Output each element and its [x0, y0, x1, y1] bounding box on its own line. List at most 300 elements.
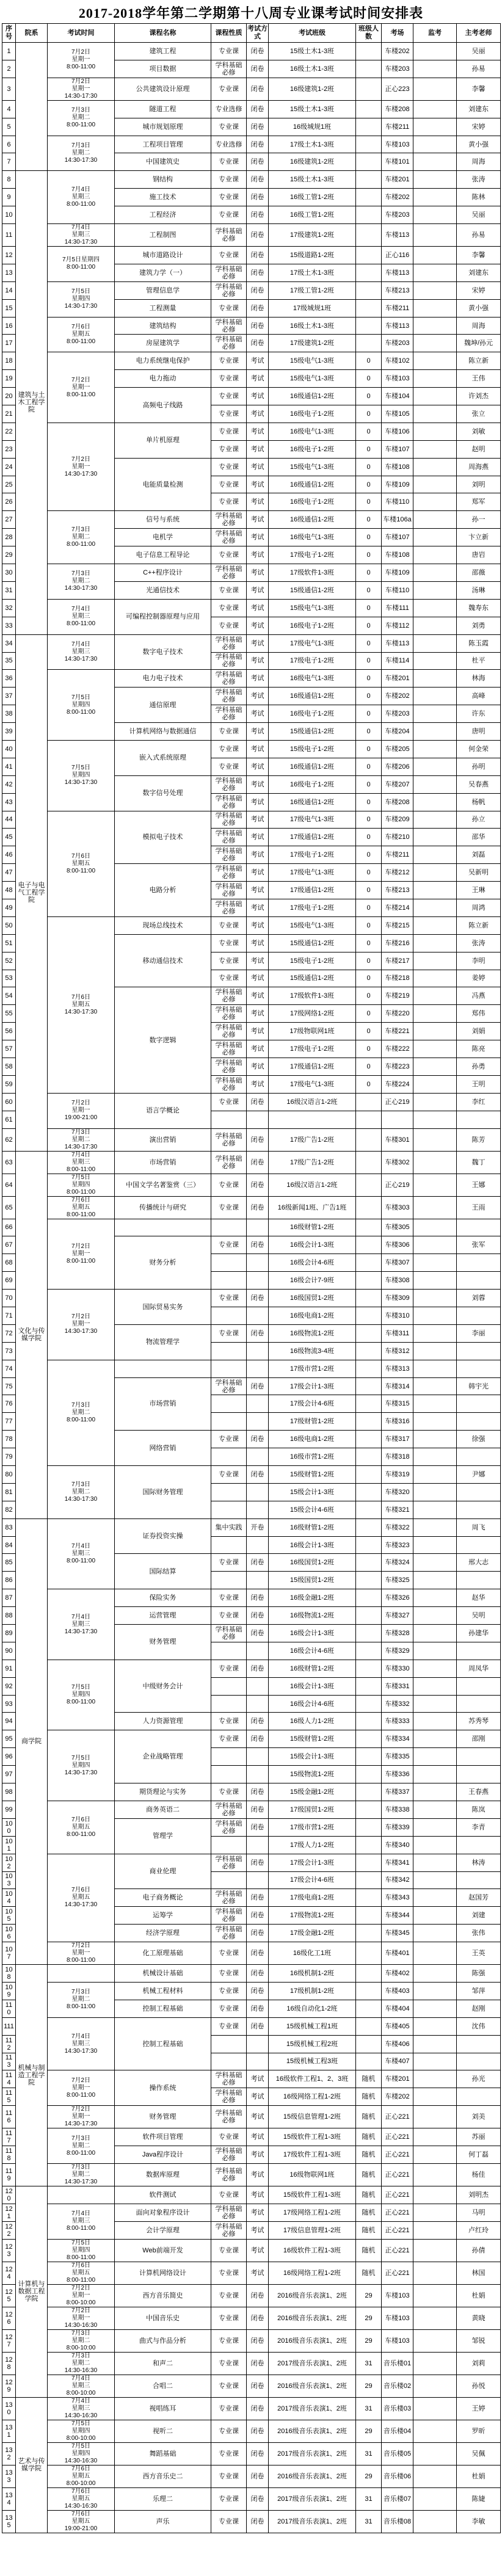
proctor-cell	[413, 1730, 457, 1748]
course-cell: 电力系统继电保护	[115, 352, 211, 370]
course-type-cell: 学科基础必修	[211, 1005, 247, 1023]
row-index: 46	[2, 846, 16, 864]
course-type-cell: 专业课	[211, 599, 247, 617]
row-index: 88	[2, 1607, 16, 1625]
examiner-cell: 魏丁	[457, 1151, 501, 1174]
proctor-cell	[413, 1448, 457, 1466]
examiner-cell	[457, 1871, 501, 1889]
course-type-cell: 学科基础必修	[211, 1058, 247, 1075]
course-type-cell: 专业课	[211, 1783, 247, 1801]
count-cell: 0	[356, 493, 382, 511]
room-cell: 车楼402	[382, 1965, 413, 1983]
count-cell: 随机	[356, 2186, 382, 2204]
col-header-proctor: 监考	[413, 24, 457, 43]
count-cell	[356, 1128, 382, 1151]
proctor-cell	[413, 476, 457, 493]
count-cell: 31	[356, 2442, 382, 2465]
room-cell: 车楼217	[382, 952, 413, 970]
row-index: 69	[2, 1272, 16, 1290]
course-type-cell: 专业课	[211, 352, 247, 370]
proctor-cell	[413, 952, 457, 970]
course-type-cell	[211, 1254, 247, 1272]
examiner-cell: 许东	[457, 705, 501, 723]
count-cell	[356, 1431, 382, 1448]
count-cell: 随机	[356, 2128, 382, 2146]
table-row	[2, 1360, 501, 1377]
proctor-cell	[413, 1342, 457, 1360]
course-cell: 隧道工程	[115, 100, 211, 118]
table-row	[2, 2204, 501, 2221]
count-cell: 29	[356, 2307, 382, 2329]
time-cell: 7月2日 星期一 8:00-10:00	[48, 2284, 115, 2307]
room-cell: 车楼302	[382, 1151, 413, 1174]
exam-method-cell: 闭卷	[247, 2442, 269, 2465]
exam-method-cell	[247, 1748, 269, 1766]
examiner-cell: 尹娜	[457, 1466, 501, 1484]
exam-method-cell	[247, 1483, 269, 1501]
row-index: 16	[2, 317, 16, 335]
course-cell: 工程经济	[115, 206, 211, 224]
count-cell	[356, 1695, 382, 1713]
table-row	[2, 599, 501, 617]
table-row	[2, 1589, 501, 1607]
exam-method-cell: 闭卷	[247, 1151, 269, 1174]
time-cell: 7月3日 星期二 14:30-17:30	[48, 2163, 115, 2186]
proctor-cell	[413, 388, 457, 405]
row-index: 26	[2, 493, 16, 511]
time-cell: 7月6日 星期五 8:00-11:00	[48, 1196, 115, 1219]
course-type-cell: 学科基础必修	[211, 793, 247, 811]
row-index: 90	[2, 1642, 16, 1660]
course-type-cell	[211, 1572, 247, 1589]
course-type-cell: 学科基础必修	[211, 864, 247, 882]
proctor-cell	[413, 118, 457, 136]
examiner-cell	[457, 1836, 501, 1854]
room-cell: 车楼104	[382, 388, 413, 405]
room-cell: 车楼101	[382, 153, 413, 171]
proctor-cell	[413, 1572, 457, 1589]
row-index: 22	[2, 423, 16, 440]
count-cell: 0	[356, 775, 382, 793]
proctor-cell	[413, 1836, 457, 1854]
count-cell	[356, 317, 382, 335]
proctor-cell	[413, 1536, 457, 1554]
col-header-examiner: 主考老师	[457, 24, 501, 43]
examiner-cell: 刘明杰	[457, 2186, 501, 2204]
class-cell: 16级城规1班	[269, 118, 356, 136]
row-index: 130	[2, 2397, 16, 2420]
course-type-cell: 学科基础必修	[211, 1625, 247, 1642]
row-index: 60	[2, 1093, 16, 1111]
examiner-cell: 王琳	[457, 882, 501, 899]
course-type-cell: 专业课	[211, 2397, 247, 2420]
examiner-cell	[457, 1677, 501, 1695]
count-cell	[356, 2000, 382, 2017]
examiner-cell: 宋婷	[457, 118, 501, 136]
count-cell	[356, 1307, 382, 1325]
row-index: 14	[2, 281, 16, 299]
exam-method-cell: 考试	[247, 758, 269, 775]
examiner-cell: 李明	[457, 952, 501, 970]
course-type-cell: 专业课	[211, 740, 247, 758]
course-cell: 物流管理学	[115, 1324, 211, 1360]
course-type-cell: 专业课	[211, 758, 247, 775]
class-cell: 17级建筑1-2班	[269, 335, 356, 352]
examiner-cell: 许刘杰	[457, 388, 501, 405]
table-row	[2, 2352, 501, 2375]
course-type-cell: 专业课	[211, 1730, 247, 1748]
count-cell	[356, 43, 382, 60]
examiner-cell: 孙倩	[457, 2239, 501, 2262]
count-cell	[356, 1554, 382, 1572]
proctor-cell	[413, 1483, 457, 1501]
examiner-cell: 周海	[457, 153, 501, 171]
count-cell: 0	[356, 511, 382, 529]
class-cell: 17级物联网1班	[269, 1023, 356, 1040]
proctor-cell	[413, 2204, 457, 2221]
course-cell: C++程序设计	[115, 564, 211, 582]
count-cell	[356, 1196, 382, 1219]
count-cell: 0	[356, 352, 382, 370]
course-type-cell	[211, 1483, 247, 1501]
examiner-cell	[457, 1501, 501, 1518]
examiner-cell: 陈玉霞	[457, 634, 501, 652]
room-cell: 车楼206	[382, 758, 413, 775]
course-type-cell: 专业课	[211, 546, 247, 564]
time-cell: 7月2日 星期一 8:00-11:00	[48, 352, 115, 423]
room-cell: 车楼331	[382, 1677, 413, 1695]
course-type-cell: 学科基础必修	[211, 224, 247, 247]
count-cell	[356, 206, 382, 224]
class-cell: 16级人力1-2班	[269, 1713, 356, 1730]
room-cell: 车楼106	[382, 423, 413, 440]
proctor-cell	[413, 1075, 457, 1093]
count-cell	[356, 281, 382, 299]
class-cell: 15级通信1-2班	[269, 970, 356, 987]
table-row	[2, 1290, 501, 1307]
count-cell	[356, 1219, 382, 1236]
row-index: 44	[2, 811, 16, 829]
examiner-cell: 黄小强	[457, 136, 501, 153]
course-cell: 控制工程基础	[115, 2017, 211, 2070]
course-cell: 中级财务会计	[115, 1660, 211, 1713]
class-cell: 16级工管1-2班	[269, 206, 356, 224]
row-index: 124	[2, 2262, 16, 2284]
exam-method-cell: 闭卷	[247, 1290, 269, 1307]
course-type-cell: 专业课	[211, 2239, 247, 2262]
row-index: 93	[2, 1695, 16, 1713]
course-type-cell	[211, 1448, 247, 1466]
exam-method-cell: 考试	[247, 476, 269, 493]
exam-method-cell: 闭卷	[247, 2000, 269, 2017]
row-index: 32	[2, 599, 16, 617]
proctor-cell	[413, 1695, 457, 1713]
row-index: 107	[2, 1942, 16, 1965]
course-cell: 电机学	[115, 529, 211, 546]
examiner-cell: 吴丽	[457, 43, 501, 60]
class-cell: 16级通信1-2班	[269, 758, 356, 775]
examiner-cell: 刘建东	[457, 264, 501, 281]
exam-method-cell	[247, 1677, 269, 1695]
row-index: 40	[2, 740, 16, 758]
row-index: 78	[2, 1431, 16, 1448]
proctor-cell	[413, 811, 457, 829]
class-cell: 15级物流1-2班	[269, 1766, 356, 1783]
table-row	[2, 2397, 501, 2420]
course-cell: 企业战略管理	[115, 1730, 211, 1783]
proctor-cell	[413, 2035, 457, 2053]
proctor-cell	[413, 224, 457, 247]
room-cell: 车楼107	[382, 440, 413, 458]
course-type-cell: 专业课	[211, 153, 247, 171]
proctor-cell	[413, 1196, 457, 1219]
proctor-cell	[413, 599, 457, 617]
room-cell: 正心221	[382, 2239, 413, 2262]
room-cell: 车楼204	[382, 723, 413, 741]
class-cell: 17级电子1-2班	[269, 846, 356, 864]
exam-method-cell: 考试	[247, 670, 269, 688]
examiner-cell: 王娜	[457, 1174, 501, 1196]
table-row	[2, 247, 501, 264]
room-cell: 车楼328	[382, 1625, 413, 1642]
table-row	[2, 2106, 501, 2128]
department-cell: 文化与传媒学院	[16, 1151, 48, 1518]
class-cell: 17级工管1-2班	[269, 281, 356, 299]
count-cell	[356, 335, 382, 352]
examiner-cell: 李敏	[457, 2510, 501, 2533]
class-cell: 2017级音乐表演1、2班	[269, 2510, 356, 2533]
exam-method-cell: 考试	[247, 2239, 269, 2262]
exam-method-cell: 考试	[247, 1075, 269, 1093]
time-cell: 7月5日 星期四 8:00-10:00	[48, 2420, 115, 2442]
room-cell: 车楼201	[382, 670, 413, 688]
exam-method-cell	[247, 1836, 269, 1854]
examiner-cell: 刘蓉	[457, 1290, 501, 1307]
exam-method-cell: 闭卷	[247, 1174, 269, 1196]
class-cell: 17级电子1-2班	[269, 546, 356, 564]
exam-method-cell: 考试	[247, 405, 269, 423]
proctor-cell	[413, 793, 457, 811]
row-index: 84	[2, 1536, 16, 1554]
count-cell	[356, 1766, 382, 1783]
course-type-cell: 学科基础必修	[211, 511, 247, 529]
time-cell: 7月4日 星期三 14:30-17:30	[48, 634, 115, 670]
examiner-cell	[457, 1413, 501, 1431]
room-cell: 车楼333	[382, 1713, 413, 1730]
room-cell: 正心221	[382, 2106, 413, 2128]
examiner-cell: 罗昕	[457, 2420, 501, 2442]
course-type-cell: 专业课	[211, 189, 247, 206]
class-cell: 16级电气1-3班	[269, 529, 356, 546]
time-cell: 7月3日 星期二 14:30-17:30	[48, 1128, 115, 1151]
class-cell: 16级物联网1班	[269, 2163, 356, 2186]
row-index: 19	[2, 370, 16, 388]
row-index: 86	[2, 1572, 16, 1589]
room-cell: 车楼340	[382, 1836, 413, 1854]
exam-method-cell: 考试	[247, 2186, 269, 2204]
count-cell	[356, 1151, 382, 1174]
exam-method-cell: 考试	[247, 2106, 269, 2128]
row-index: 80	[2, 1466, 16, 1484]
time-cell: 7月5日星期四 8:00-11:00	[48, 247, 115, 282]
room-cell: 车楼106a	[382, 511, 413, 529]
proctor-cell	[413, 247, 457, 264]
schedule-table	[2, 23, 501, 2533]
room-cell: 车楼215	[382, 916, 413, 934]
room-cell: 车楼213	[382, 882, 413, 899]
exam-method-cell: 闭卷	[247, 281, 269, 299]
exam-method-cell: 闭卷	[247, 1783, 269, 1801]
exam-method-cell: 闭卷	[247, 2284, 269, 2307]
exam-method-cell: 闭卷	[247, 60, 269, 78]
row-index: 49	[2, 899, 16, 916]
count-cell: 随机	[356, 2221, 382, 2239]
course-type-cell: 学科基础必修	[211, 987, 247, 1005]
course-type-cell: 学科基础必修	[211, 899, 247, 916]
exam-method-cell: 闭卷	[247, 2465, 269, 2487]
exam-method-cell: 考试	[247, 970, 269, 987]
proctor-cell	[413, 1871, 457, 1889]
examiner-cell: 王婷	[457, 2397, 501, 2420]
room-cell: 车楼318	[382, 1448, 413, 1466]
time-cell: 7月3日 星期二 8:00-11:00	[48, 1360, 115, 1465]
exam-method-cell: 闭卷	[247, 206, 269, 224]
room-cell: 车楼113	[382, 264, 413, 281]
exam-method-cell: 考试	[247, 916, 269, 934]
class-cell: 16级机制1-2班	[269, 1965, 356, 1983]
count-cell	[356, 264, 382, 281]
exam-method-cell: 考试	[247, 440, 269, 458]
count-cell	[356, 1111, 382, 1128]
count-cell: 0	[356, 740, 382, 758]
count-cell: 0	[356, 388, 382, 405]
exam-method-cell: 闭卷	[247, 1093, 269, 1111]
count-cell: 0	[356, 423, 382, 440]
exam-method-cell: 闭卷	[247, 1466, 269, 1484]
room-cell: 车楼343	[382, 1889, 413, 1907]
course-type-cell: 学科基础必修	[211, 775, 247, 793]
table-row	[2, 2262, 501, 2284]
table-row	[2, 2465, 501, 2487]
course-cell: 施工技术	[115, 189, 211, 206]
room-cell: 音乐楼04	[382, 2420, 413, 2442]
department-cell: 电子与电气工程学院	[16, 634, 48, 1151]
proctor-cell	[413, 1854, 457, 1871]
proctor-cell	[413, 2186, 457, 2204]
proctor-cell	[413, 1272, 457, 1290]
time-cell: 7月5日 星期四 8:00-11:00	[48, 1660, 115, 1730]
examiner-cell: 卢红玲	[457, 2221, 501, 2239]
course-type-cell: 学科基础必修	[211, 1151, 247, 1174]
row-index: 87	[2, 1589, 16, 1607]
examiner-cell: 马明	[457, 2204, 501, 2221]
time-cell: 7月6日 星期五 8:00-11:00	[48, 811, 115, 916]
class-cell: 17级市营1-2班	[269, 1360, 356, 1377]
row-index: 33	[2, 617, 16, 634]
course-type-cell: 专业课	[211, 952, 247, 970]
room-cell: 正心221	[382, 2186, 413, 2204]
course-cell: 管理信息学	[115, 281, 211, 299]
time-cell: 7月2日 星期一 14:30-17:30	[48, 2106, 115, 2128]
class-cell: 15级国贸1-2班	[269, 1572, 356, 1589]
department-cell: 艺术与传媒学院	[16, 2397, 48, 2533]
proctor-cell	[413, 1925, 457, 1942]
class-cell: 17级广告1-2班	[269, 1128, 356, 1151]
examiner-cell: 沈伟	[457, 2017, 501, 2035]
course-type-cell: 专业课	[211, 617, 247, 634]
proctor-cell	[413, 317, 457, 335]
exam-method-cell: 闭卷	[247, 2329, 269, 2352]
table-row	[2, 1660, 501, 1677]
proctor-cell	[413, 1290, 457, 1307]
table-row	[2, 100, 501, 118]
course-cell: 期货理论与实务	[115, 1783, 211, 1801]
time-cell: 7月4日 星期三 8:00-11:00	[48, 171, 115, 224]
class-cell: 15级电气1-3班	[269, 352, 356, 370]
col-header-time: 考试时间	[48, 24, 115, 43]
class-cell: 17级信息管理1-2班	[269, 2221, 356, 2239]
examiner-cell: 陈岚	[457, 1801, 501, 1818]
row-index: 64	[2, 1174, 16, 1196]
room-cell: 正心221	[382, 2221, 413, 2239]
room-cell: 车楼102	[382, 352, 413, 370]
course-type-cell: 学科基础必修	[211, 1040, 247, 1058]
exam-method-cell: 闭卷	[247, 317, 269, 335]
course-cell: 视听二	[115, 2420, 211, 2442]
col-header-course: 课程名称	[115, 24, 211, 43]
row-index: 18	[2, 352, 16, 370]
room-cell: 车楼317	[382, 1431, 413, 1448]
course-type-cell: 专业课	[211, 1660, 247, 1677]
row-index: 37	[2, 688, 16, 705]
course-type-cell: 学科基础必修	[211, 846, 247, 864]
course-type-cell: 专业课	[211, 1589, 247, 1607]
course-cell: 软件项目管理	[115, 2128, 211, 2146]
table-row	[2, 224, 501, 247]
course-type-cell: 专业课	[211, 171, 247, 189]
examiner-cell: 徐强	[457, 1431, 501, 1448]
department-cell: 机械与制造工程学院	[16, 1965, 48, 2186]
course-cell: 舞蹈基础	[115, 2442, 211, 2465]
row-index: 31	[2, 581, 16, 599]
examiner-cell: 刘建东	[457, 100, 501, 118]
examiner-cell: 李丽	[457, 1324, 501, 1342]
examiner-cell: 王英	[457, 1942, 501, 1965]
table-row	[2, 1801, 501, 1818]
class-cell: 16级电子1-2班	[269, 705, 356, 723]
class-cell: 17级网络1-2班	[269, 1005, 356, 1023]
class-cell: 16级通信1-2班	[269, 476, 356, 493]
examiner-cell: 唐岩	[457, 546, 501, 564]
examiner-cell: 唐明	[457, 723, 501, 741]
proctor-cell	[413, 1058, 457, 1075]
course-cell: 嵌入式系统原理	[115, 740, 211, 775]
examiner-cell: 邹萍	[457, 1982, 501, 2000]
room-cell: 车楼316	[382, 1413, 413, 1431]
room-cell: 车楼323	[382, 1536, 413, 1554]
col-header-index: 序号	[2, 24, 16, 43]
proctor-cell	[413, 1236, 457, 1254]
room-cell: 车楼338	[382, 1801, 413, 1818]
exam-method-cell: 考试	[247, 2262, 269, 2284]
table-row	[2, 1093, 501, 1111]
exam-method-cell: 考试	[247, 423, 269, 440]
proctor-cell	[413, 440, 457, 458]
examiner-cell	[457, 1766, 501, 1783]
course-type-cell: 专业课	[211, 581, 247, 599]
col-header-method: 考试方式	[247, 24, 269, 43]
room-cell	[382, 1111, 413, 1128]
